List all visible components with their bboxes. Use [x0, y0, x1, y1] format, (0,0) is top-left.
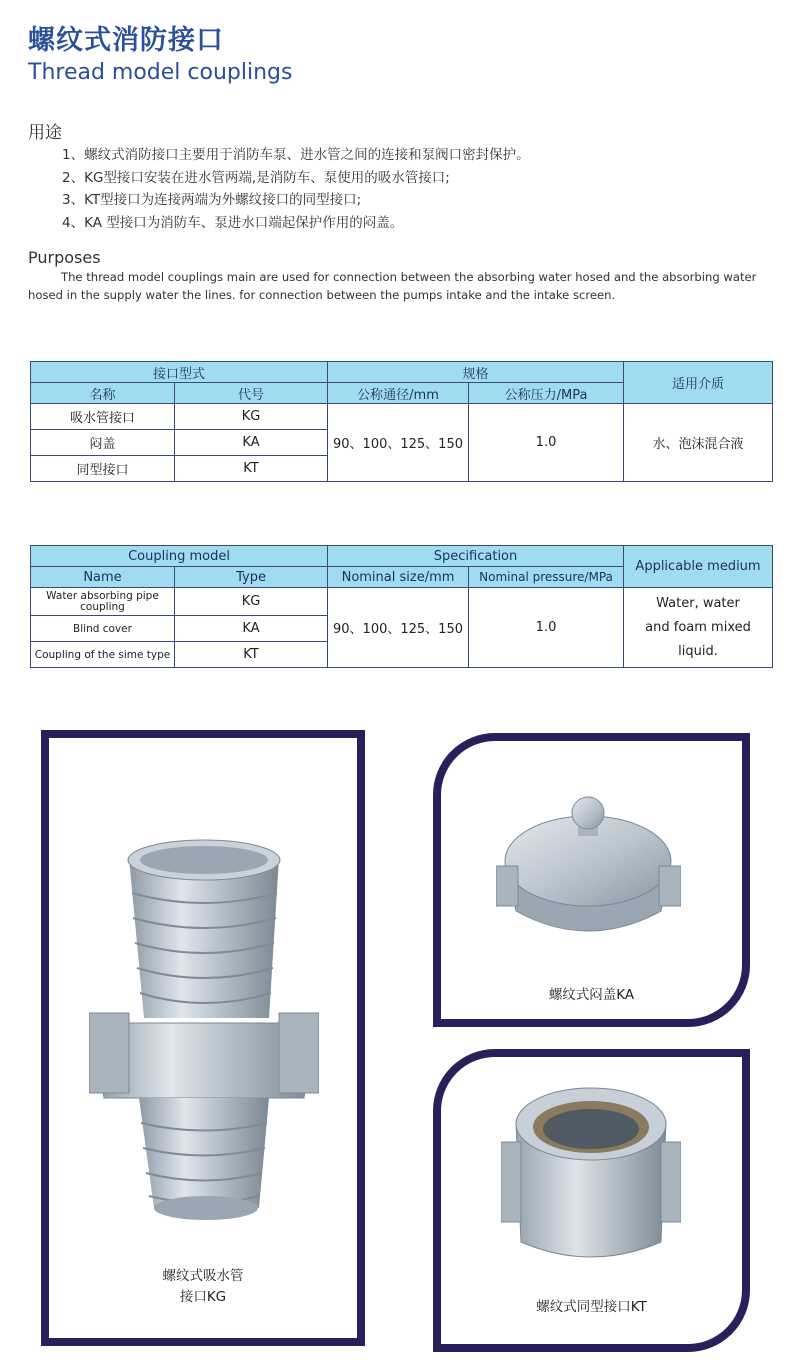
page-title-cn: 螺纹式消防接口 [28, 25, 224, 56]
kg-coupling-image [89, 838, 319, 1238]
header-name-en: Name [31, 567, 175, 588]
header-name-cn: 名称 [31, 383, 175, 404]
table-row [31, 588, 773, 616]
usage-heading: 用途 [28, 123, 62, 143]
cell-pressure-value: 1.0 [469, 588, 624, 668]
cell-name: Coupling of the sime type [31, 642, 175, 668]
cell-name: 同型接口 [31, 456, 175, 482]
cell-type: KT [175, 642, 328, 668]
header-size-en: Nominal size/mm [328, 567, 469, 588]
kt-coupling-image [501, 1082, 681, 1272]
caption-kt: 螺纹式同型接口KT [536, 1299, 647, 1315]
caption-kg-line1: 螺纹式吸水管 [162, 1268, 244, 1284]
spec-table-cn [30, 361, 773, 482]
header-pressure-cn: 公称压力/MPa [469, 383, 624, 404]
usage-item: 3、KT型接口为连接两端为外螺纹接口的同型接口; [62, 192, 362, 208]
product-frame-ka [433, 733, 750, 1027]
header-medium-en: Applicable medium [624, 546, 773, 588]
product-frame-kt [433, 1049, 750, 1352]
header-spec-en: Specification [328, 546, 624, 567]
cell-name: Blind cover [31, 616, 175, 642]
cell-name: Water absorbing pipe coupling [31, 588, 175, 616]
product-frame-kg [41, 730, 365, 1346]
cell-name: 吸水管接口 [31, 404, 175, 430]
cell-name: 闷盖 [31, 430, 175, 456]
cell-medium-value: 水、泡沫混合液 [624, 404, 773, 482]
cell-type: KG [175, 588, 328, 616]
caption-ka: 螺纹式闷盖KA [548, 987, 635, 1003]
purposes-paragraph: The thread model couplings main are used for connection between the absorbing water hosed and the absorbing water hosed in the supply water the lines. for connection between the pumps intake and the intake screen. [28, 270, 757, 302]
header-type-en: Type [175, 567, 328, 588]
cell-code: KA [175, 430, 328, 456]
caption-kg-line2: 接口KG [179, 1289, 227, 1305]
header-spec-cn: 规格 [328, 362, 624, 383]
header-code-cn: 代号 [175, 383, 328, 404]
cell-size-value: 90、100、125、150 [328, 404, 469, 482]
cell-pressure-value: 1.0 [469, 404, 624, 482]
usage-list [62, 144, 530, 234]
usage-item: 1、螺纹式消防接口主要用于消防车泵、进水管之间的连接和泵阀口密封保护。 [62, 147, 530, 163]
page-title-en: Thread model couplings [28, 60, 293, 85]
usage-item: 4、KA 型接口为消防车、泵进水口端起保护作用的闷盖。 [62, 214, 404, 231]
header-medium-cn: 适用介质 [624, 362, 773, 404]
cell-type: KA [175, 616, 328, 642]
purposes-heading: Purposes [28, 248, 101, 267]
cell-code: KG [175, 404, 328, 430]
cell-medium-value: Water, water and foam mixed liquid. [624, 588, 773, 668]
header-pressure-en: Nominal pressure/MPa [469, 567, 624, 588]
spec-table-en [30, 545, 773, 668]
cell-size-value: 90、100、125、150 [328, 588, 469, 668]
caption-kg [49, 1266, 357, 1308]
header-coupling-model-cn: 接口型式 [31, 362, 328, 383]
ka-blind-cover-image [496, 791, 681, 951]
table-row [31, 404, 773, 430]
usage-item: 2、KG型接口安装在进水管两端,是消防车、泵使用的吸水管接口; [62, 169, 450, 186]
header-size-cn: 公称通径/mm [328, 383, 469, 404]
cell-code: KT [175, 456, 328, 482]
header-coupling-model-en: Coupling model [31, 546, 328, 567]
